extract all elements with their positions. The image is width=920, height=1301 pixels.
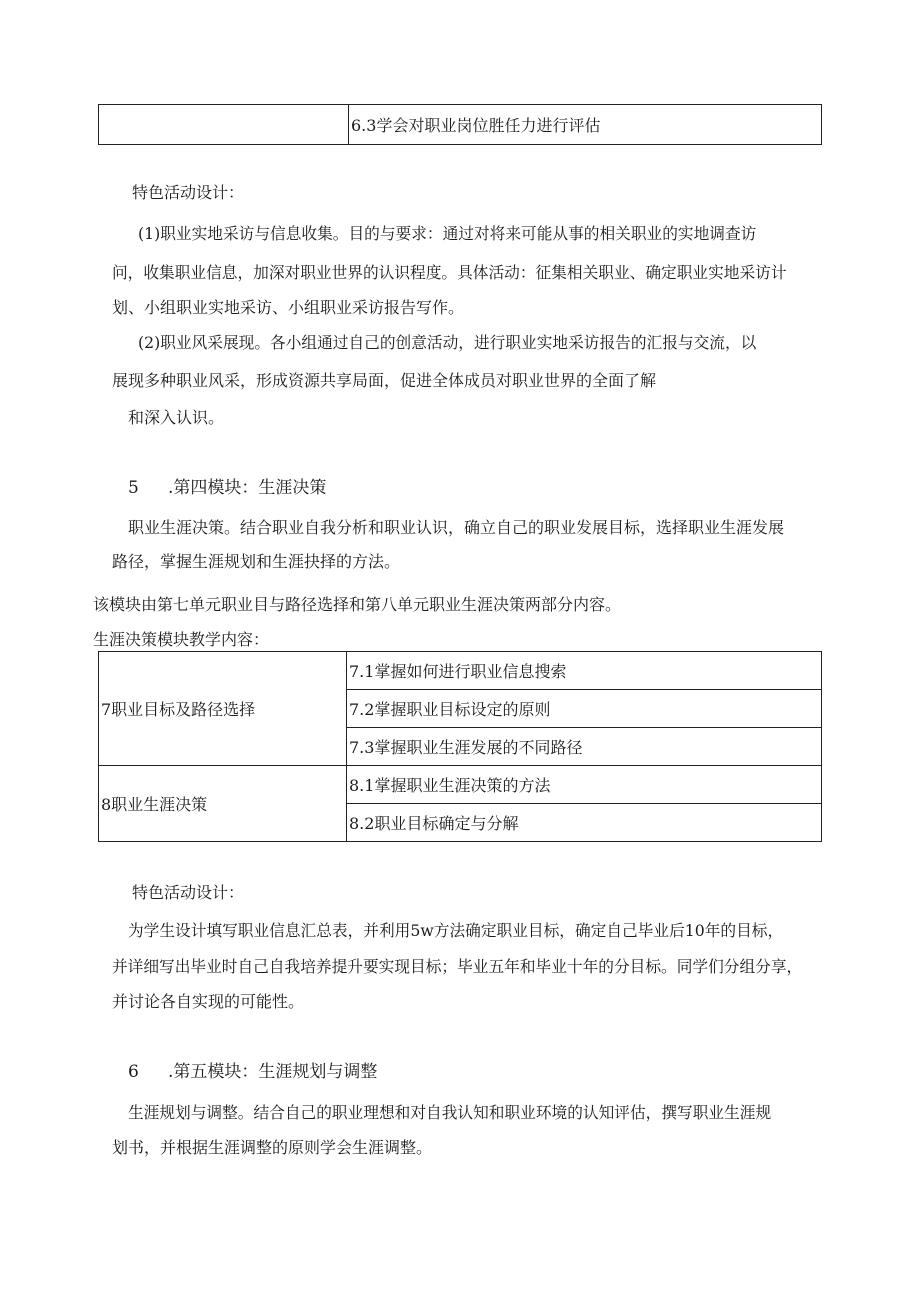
activity1-title: 特色活动设计： bbox=[132, 183, 245, 202]
activity2-line1: 为学生设计填写职业信息汇总表，并利用5w方法确定职业目标，确定自己毕业后10年的目标， bbox=[128, 921, 784, 940]
table-cell-unit bbox=[99, 105, 349, 145]
module4-content-title: 生涯决策模块教学内容： bbox=[93, 630, 270, 649]
module4-title: .第四模块：生涯决策 bbox=[168, 478, 327, 498]
activity2-line2: 并详细写出毕业时自己自我培养提升要实现目标；毕业五年和毕业十年的分目标。同学们分组分享， bbox=[112, 957, 803, 976]
table-cell-item: 7.3掌握职业生涯发展的不同路径 bbox=[347, 728, 822, 766]
activity2-title: 特色活动设计： bbox=[132, 883, 245, 902]
module5-heading bbox=[128, 1062, 377, 1082]
activity1-item2-line3: 和深入认识。 bbox=[128, 408, 225, 427]
table-row bbox=[99, 105, 822, 145]
table-cell-item: 6.3学会对职业岗位胜任力进行评估 bbox=[349, 105, 822, 145]
module4-table bbox=[98, 651, 822, 842]
module5-title: .第五模块：生涯规划与调整 bbox=[168, 1062, 378, 1082]
module4-number: 5 bbox=[128, 478, 139, 498]
table-row bbox=[99, 652, 822, 690]
table-top bbox=[98, 104, 822, 145]
activity2-line3: 并讨论各自实现的可能性。 bbox=[112, 992, 305, 1011]
module4-para-line2: 路径，掌握生涯规划和生涯抉择的方法。 bbox=[112, 552, 401, 571]
activity1-item1-line2: 问，收集职业信息，加深对职业世界的认识程度。具体活动：征集相关职业、确定职业实地采访计 bbox=[112, 263, 787, 282]
table-cell-item: 7.2掌握职业目标设定的原则 bbox=[347, 690, 822, 728]
table-cell-item: 7.1掌握如何进行职业信息搜索 bbox=[347, 652, 822, 690]
table-cell-item: 8.1掌握职业生涯决策的方法 bbox=[347, 766, 822, 804]
module4-composition: 该模块由第七单元职业目与路径选择和第八单元职业生涯决策两部分内容。 bbox=[93, 595, 622, 614]
module4-para-line1: 职业生涯决策。结合职业自我分析和职业认识，确立自己的职业发展目标，选择职业生涯发展 bbox=[128, 518, 785, 537]
activity1-item1-line1: (1)职业实地采访与信息收集。目的与要求：通过对将来可能从事的相关职业的实地调查访 bbox=[138, 224, 757, 243]
activity1-item2-line1: (2)职业风采展现。各小组通过自己的创意活动，进行职业实地采访报告的汇报与交流，以 bbox=[138, 333, 757, 352]
activity1-item2-line2: 展现多种职业风采，形成资源共享局面，促进全体成员对职业世界的全面了解 bbox=[112, 371, 657, 390]
table-cell-unit: 7职业目标及路径选择 bbox=[99, 652, 347, 766]
module5-number: 6 bbox=[128, 1062, 139, 1082]
activity1-item1-line3: 划、小组职业实地采访、小组职业采访报告写作。 bbox=[112, 298, 465, 317]
table-row bbox=[99, 766, 822, 804]
module5-para-line2: 划书，并根据生涯调整的原则学会生涯调整。 bbox=[112, 1138, 433, 1157]
table-cell-unit: 8职业生涯决策 bbox=[99, 766, 347, 842]
module4-heading bbox=[128, 478, 326, 498]
table-cell-item: 8.2职业目标确定与分解 bbox=[347, 804, 822, 842]
module5-para-line1: 生涯规划与调整。结合自己的职业理想和对自我认知和职业环境的认知评估，撰写职业生涯规 bbox=[128, 1103, 772, 1122]
